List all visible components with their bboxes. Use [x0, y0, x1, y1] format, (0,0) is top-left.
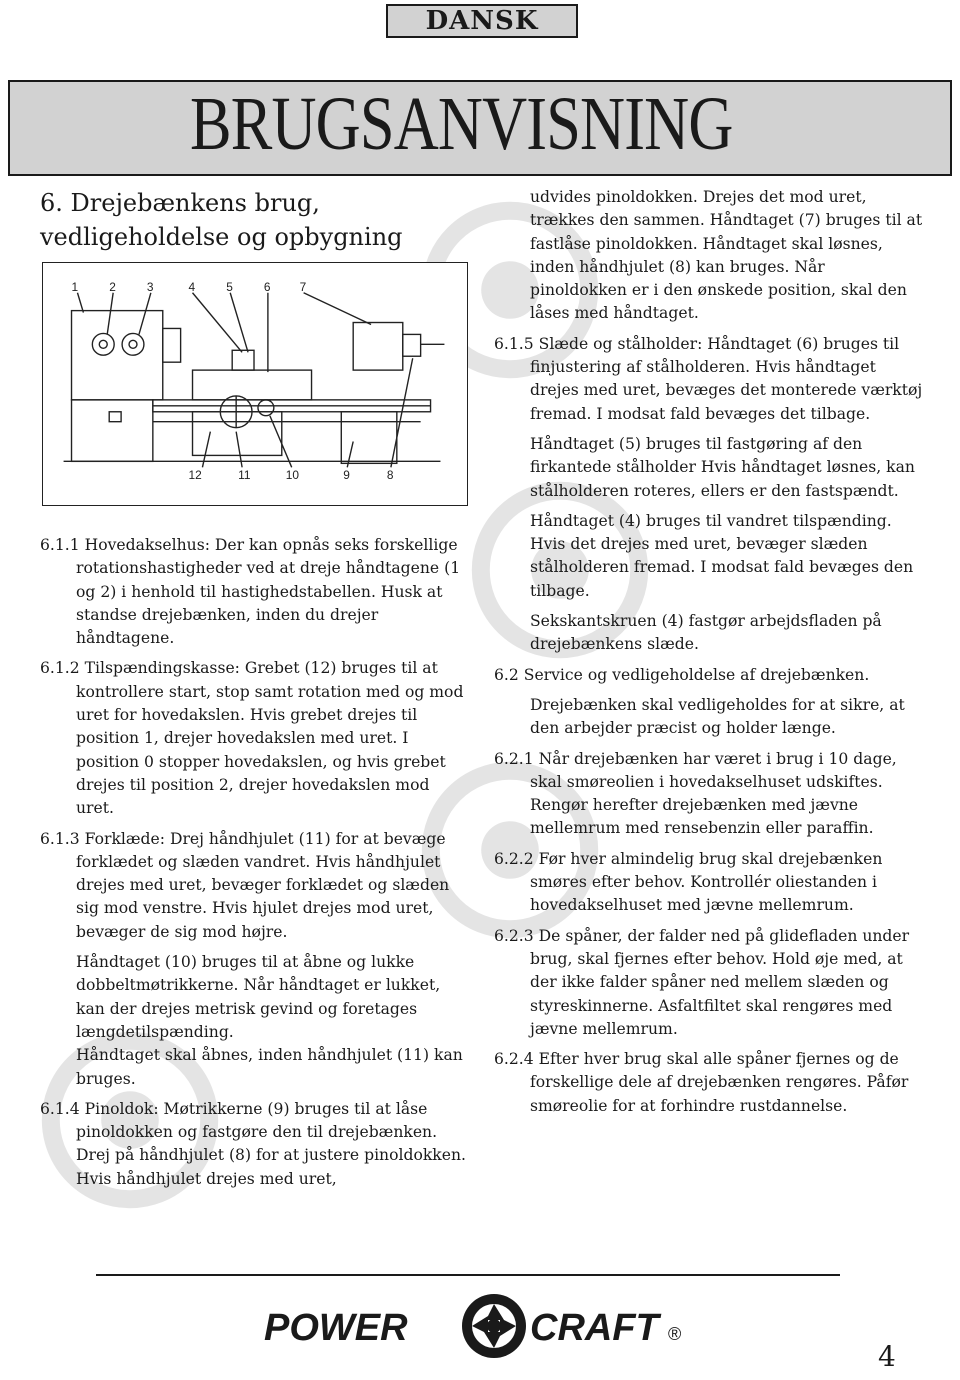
paragraph: Håndtaget skal åbnes, inden håndhjulet (11) kan bruges. [76, 1046, 463, 1088]
paragraph: Håndtaget (4) bruges til vandret tilspænding. Hvis det drejes med uret, bevæger slæden stålholderen fremad. I modsat fald bevæges den tilbage. [530, 511, 914, 600]
powercraft-logo [260, 1290, 690, 1362]
figure-label: 6 [263, 279, 271, 294]
lathe-drawing [43, 263, 467, 505]
figure-label: 4 [188, 279, 196, 294]
figure-label: 2 [109, 279, 116, 294]
powercraft-logo-icon [462, 1294, 526, 1358]
left-column [40, 534, 472, 1198]
figure-label: 7 [299, 279, 307, 294]
right-column [494, 186, 926, 1125]
figure-label: 11 [238, 468, 251, 483]
section-heading-line: 6. Drejebænkens brug, [40, 189, 320, 217]
paragraph: 6.2.2 Før hver almindelig brug skal drejebænken smøres efter behov. Kontrollér oliestanden i hovedakselhuset med jævne mellemrum. [494, 849, 883, 915]
paragraph: 6.2.1 Når drejebænken har været i brug i 10 dage, skal smøreolien i hovedakselhuset udskiftes. Rengør herefter drejebænken med jævne mellemrum med rensebenzin eller paraffin. [494, 749, 897, 838]
section-heading-line: vedligeholdelse og opbygning [40, 223, 403, 251]
figure-label: 5 [226, 279, 233, 294]
figure-label: 8 [386, 468, 394, 483]
paragraph: 6.1.1 Hovedakselhus: Der kan opnås seks forskellige rotationshastigheder ved at dreje håndtagene (1 og 2) i henhold til hastighedstabellen. Husk at standse drejebænken, inden du drejer håndtagene. [40, 536, 461, 648]
lathe-diagram [42, 262, 468, 506]
paragraph: 6.1.3 Forklæde: Drej håndhjulet (11) for at bevæge forklædet og slæden vandret. Hvis håndhjulet drejes med uret, bevæger forklædet og slæden sig mod venstre. Hvis hjulet drejes mod uret, bevæger de sig mod højre. [40, 829, 450, 941]
logo-word-power: POWER [264, 1307, 408, 1349]
paragraph: Håndtaget (5) bruges til fastgøring af den firkantede stålholder Hvis håndtaget løsnes, kan stålholderen roteres, ellers er den fastspændt. [530, 434, 915, 500]
paragraph: 6.1.4 Pinoldok: Møtrikkerne (9) bruges til at låse pinoldokken og fastgøre den til drejebænken. Drej på håndhjulet (8) for at justere pinoldokken. Hvis håndhjulet drejes med uret, [40, 1099, 466, 1188]
paragraph: Drejebænken skal vedligeholdes for at sikre, at den arbejder præcist og holder længe. [530, 695, 905, 738]
paragraph: 6.1.2 Tilspændingskasse: Grebet (12) bruges til at kontrollere start, stop samt rotation med og mod uret for hovedakslen. Hvis grebet drejes til position 1, drejer hovedakslen med uret. I position 0 stopper hovedakslen, og hvis grebet drejes til position 2, drejer hovedakslen mod uret. [40, 659, 464, 818]
registered-mark: ® [668, 1324, 682, 1344]
paragraph: Sekskantskruen (4) fastgør arbejdsfladen på drejebænkens slæde. [530, 612, 882, 654]
language-tab: DANSK [386, 4, 578, 38]
figure-label: 12 [188, 468, 202, 483]
paragraph: 6.2 Service og vedligeholdelse af drejebænken. [494, 665, 870, 684]
figure-label: 9 [343, 468, 350, 483]
figure-label: 10 [285, 468, 299, 483]
page-number: 4 [878, 1340, 896, 1373]
section-heading [40, 186, 460, 254]
paragraph: 6.1.5 Slæde og stålholder: Håndtaget (6) bruges til finjustering af stålholderen. Hvis håndtaget drejes med uret, bevæges det monterede værktøj fremad. I modsat fald bevæges det tilbage. [494, 334, 923, 423]
figure-label: 3 [146, 279, 154, 294]
paragraph: udvides pinoldokken. Drejes det mod uret, trækkes den sammen. Håndtaget (7) bruges til at fastlåse pinoldokken. Håndtaget skal løsnes, inden håndhjulet (8) kan bruges. Når pinoldokken er i den ønskede position, skal den låses med håndtaget. [530, 188, 923, 323]
paragraph: 6.2.3 De spåner, der falder ned på glidefladen under brug, skal fjernes efter behov. Hold øje med, at der ikke falder spåner ned mellem slæden og styreskinnerne. Asfaltfiltet skal rengøres med jævne mellemrum. [494, 926, 910, 1038]
paragraph: Håndtaget (10) bruges til at åbne og lukke dobbeltmøtrikkerne. Når håndtaget er lukket, kan der drejes metrisk gevind og foretages længdetilspænding. [76, 953, 441, 1041]
logo-word-craft: CRAFT [530, 1307, 659, 1349]
page-title: BRUGSANVISNING [190, 82, 733, 166]
figure-label: 1 [71, 279, 79, 294]
paragraph: 6.2.4 Efter hver brug skal alle spåner fjernes og de forskellige dele af drejebænken rengøres. Påfør smøreolie for at forhindre rustdannelse. [494, 1050, 909, 1115]
footer-rule [96, 1274, 840, 1276]
